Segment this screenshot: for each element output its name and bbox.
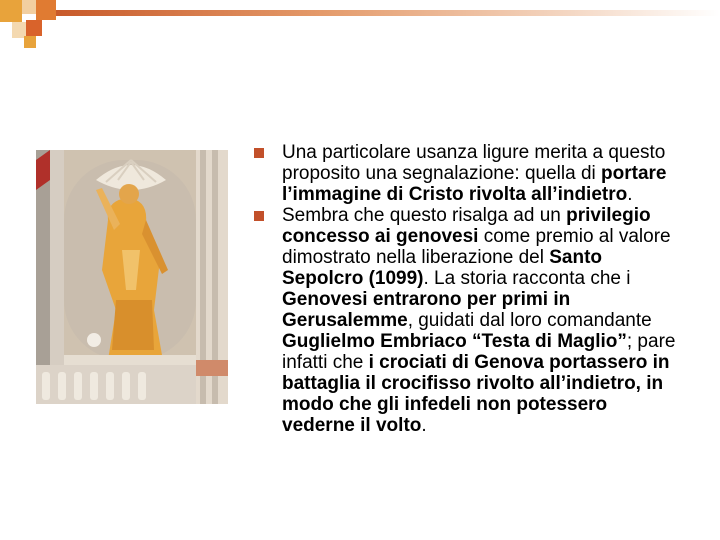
bold-text-segment: Genovesi entrarono per primi in Gerusalemme <box>282 289 571 331</box>
bullet-text <box>282 142 682 205</box>
bullet-text <box>282 205 682 436</box>
bold-text-segment: privilegio concesso ai genovesi <box>282 205 651 247</box>
text-segment: , guidati dal loro comandante <box>407 310 652 331</box>
square-bullet-icon <box>254 211 264 221</box>
decor-square <box>36 0 56 20</box>
fresco-image <box>36 150 228 404</box>
bold-text-segment: Guglielmo Embriaco “Testa di Maglio” <box>282 331 627 352</box>
bullet-item <box>254 205 694 436</box>
square-bullet-icon <box>254 148 264 158</box>
decor-gradient-bar <box>56 10 720 16</box>
bullet-list <box>254 142 694 436</box>
text-content <box>254 142 694 436</box>
decor-square <box>24 36 36 48</box>
decor-square <box>26 20 42 36</box>
text-segment: Sembra che questo risalga ad un <box>282 205 567 226</box>
text-segment: . <box>421 415 427 436</box>
text-segment: ; pare infatti che <box>282 331 676 373</box>
text-segment: Una particolare usanza ligure merita a questo proposito una segnalazione: quella di <box>282 142 666 184</box>
text-segment: . La storia racconta che i <box>423 268 631 289</box>
bold-text-segment: i crociati di Genova portassero in battaglia il crocifisso rivolto all’indietro, in modo che gli infedeli non potessero vederne il volto <box>282 352 670 436</box>
decorative-header <box>0 0 720 50</box>
bullet-item <box>254 142 694 205</box>
bold-text-segment: portare l’immagine di Cristo rivolta all’indietro <box>282 163 667 205</box>
bold-text-segment: Santo Sepolcro (1099) <box>282 247 602 289</box>
text-segment: come premio al valore dimostrato nella liberazione del <box>282 226 671 268</box>
decor-square <box>22 0 36 14</box>
fresco-illustration <box>36 150 228 404</box>
decor-square <box>0 0 22 22</box>
text-segment: . <box>627 184 633 205</box>
